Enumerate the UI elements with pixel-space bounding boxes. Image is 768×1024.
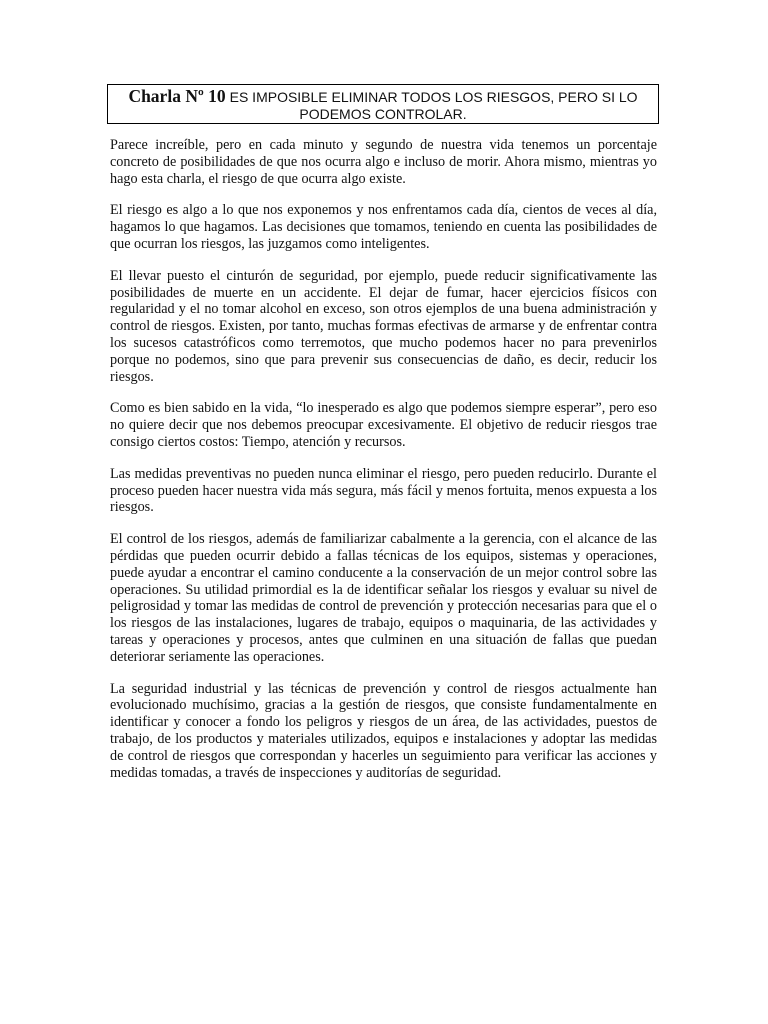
paragraph-2: El riesgo es algo a lo que nos exponemos y nos enfrentamos cada día, cientos de veces al día, hagamos lo que hagamos. Las decisiones que tomamos, teniendo en cuenta las posibilidades de que ocurran los riesgos, las juzgamos como inteligentes. [110, 202, 657, 252]
talk-number-label: Charla Nº 10 [128, 86, 226, 106]
title-box [107, 84, 659, 124]
paragraph-7: La seguridad industrial y las técnicas de prevención y control de riesgos actualmente han evolucionado muchísimo, gracias a la gestión de riesgos, que consiste fundamentalmente en identificar y conocer a fondo los peligros y riesgos de un área, de las actividades, puestos de trabajo, de los productos y materiales utilizados, equipos e instalaciones y adoptar las medidas de control de riesgos que correspondan y hacerles un seguimiento para verificar las acciones y medidas tomadas, a través de inspecciones y auditorías de seguridad. [110, 680, 657, 781]
paragraph-4: Como es bien sabido en la vida, “lo inesperado es algo que podemos siempre esperar”, pero eso no quiere decir que nos debemos preocupar excesivamente. El objetivo de reducir riesgos trae consigo ciertos costos: Tiempo, atención y recursos. [110, 400, 657, 450]
paragraph-5: Las medidas preventivas no pueden nunca eliminar el riesgo, pero pueden reducirlo. Durante el proceso pueden hacer nuestra vida más segura, más fácil y menos fortuita, menos expuesta a los riesgos. [110, 465, 657, 516]
paragraph-1: Parece increíble, pero en cada minuto y segundo de nuestra vida tenemos un porcentaje concreto de posibilidades de que nos ocurra algo e incluso de morir. Ahora mismo, mientras yo hago esta charla, el riesgo de que ocurra algo existe. [110, 137, 657, 187]
document-body [110, 137, 657, 796]
page-title: ES IMPOSIBLE ELIMINAR TODOS LOS RIESGOS, PERO SI LO PODEMOS CONTROLAR. [229, 89, 638, 122]
paragraph-6: El control de los riesgos, además de familiarizar cabalmente a la gerencia, con el alcance de las pérdidas que pueden ocurrir debido a fallas técnicas de los equipos, sistemas y operaciones, puede ayudar a encontrar el camino conducente a la conservación de un mejor control sobre las operaciones. Su utilidad primordial es la de identificar señalar los riesgos y evaluar su nivel de peligrosidad y tomar las medidas de control de prevención y protección necesarias para que el o los riesgos de las instalaciones, lugares de trabajo, equipos o maquinaria, de las actividades y tareas y operaciones y procesos, antes que culminen en una situación de fallas que puedan deteriorar seriamente las operaciones. [110, 531, 657, 665]
paragraph-3: El llevar puesto el cinturón de seguridad, por ejemplo, puede reducir significativamente las posibilidades de muerte en un accidente. El dejar de fumar, hacer ejercicios físicos con regularidad y el no tomar alcohol en exceso, son otros ejemplos de una buena administración y control de riesgos. Existen, por tanto, muchas formas efectivas de armarse y de enfrentar contra los sucesos catastróficos como terremotos, que mucho podemos hacer no para prevenirlos porque no podemos, sino que para prevenir sus consecuencias de daño, es decir, reducir los riesgos. [110, 267, 657, 385]
